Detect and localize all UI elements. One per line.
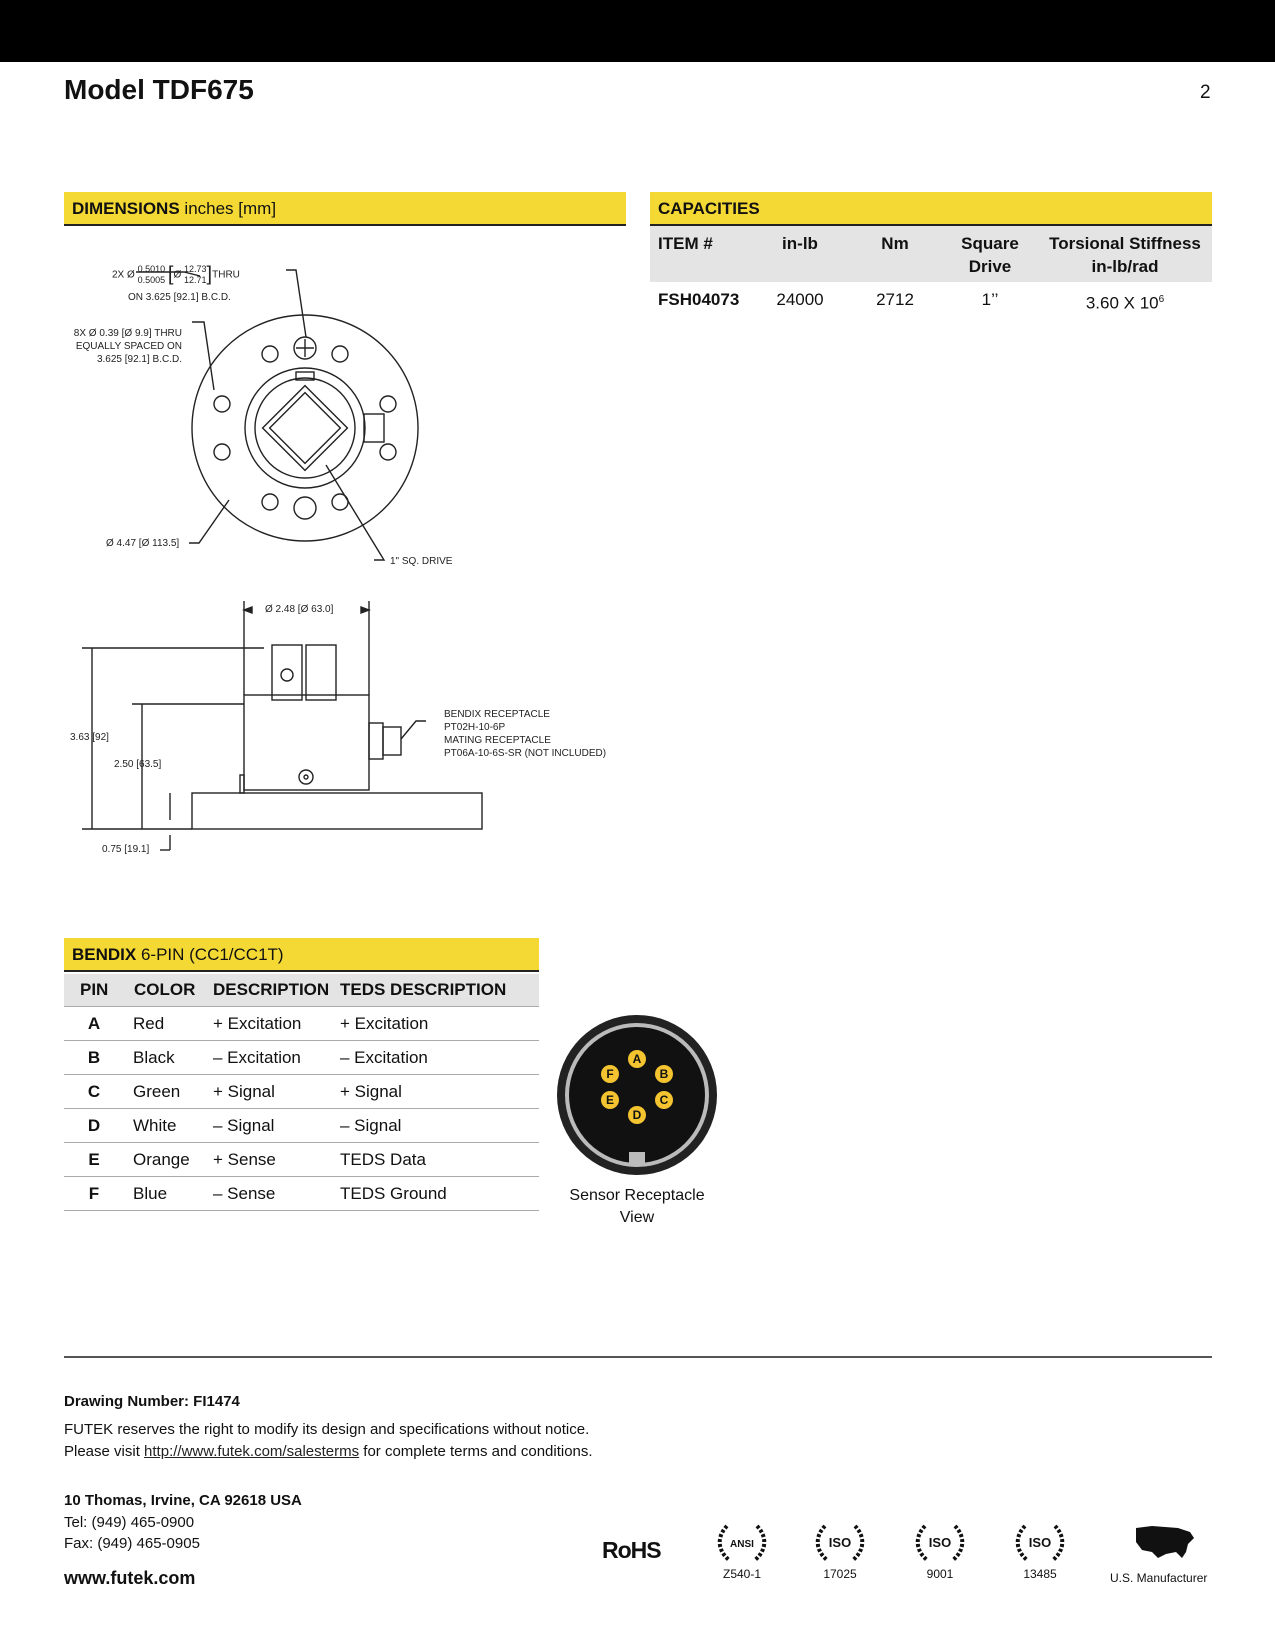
fax: Fax: (949) 465-0905 xyxy=(64,1535,200,1552)
square-drive-outline xyxy=(263,386,348,471)
bendix-line2: PT02H-10-6P xyxy=(444,722,506,733)
address: 10 Thomas, Irvine, CA 92618 USA xyxy=(64,1492,302,1509)
cell-nm: 2712 xyxy=(876,290,914,309)
thru-hole-in-lower: 0.5005 xyxy=(137,275,166,285)
description-cell: + Excitation xyxy=(213,1014,302,1033)
thru-hole-mm-prefix: Ø xyxy=(173,269,182,281)
bendix-line4: PT06A-10-6S-SR (NOT INCLUDED) xyxy=(444,748,607,759)
col-square-1: Square xyxy=(961,234,1019,253)
pin-table-row xyxy=(64,1177,539,1211)
teds-cell: TEDS Ground xyxy=(340,1184,447,1203)
square-drive-side xyxy=(272,645,302,700)
bendix-line1: BENDIX RECEPTACLE xyxy=(444,709,550,720)
color-cell: White xyxy=(133,1116,177,1135)
square-drive-callout: 1" SQ. DRIVE xyxy=(390,556,453,567)
bendix-heading-bold: BENDIX xyxy=(72,945,137,964)
cert-badge xyxy=(714,1520,770,1581)
drawing-number: Drawing Number: FI1474 xyxy=(64,1393,240,1410)
description-cell: + Signal xyxy=(213,1082,275,1101)
website-link[interactable]: www.futek.com xyxy=(64,1568,196,1588)
teds-cell: + Signal xyxy=(340,1082,402,1101)
page-title: Model TDF675 xyxy=(64,74,254,105)
col-square-2: Drive xyxy=(968,257,1012,276)
laurel-icon xyxy=(813,1520,867,1564)
col-color: COLOR xyxy=(134,980,196,999)
pin-table-row xyxy=(64,1007,539,1041)
holes-8x-line2: EQUALLY SPACED ON xyxy=(75,341,182,352)
pin-table-row xyxy=(64,1109,539,1143)
cert-badge xyxy=(1012,1520,1068,1581)
visit-prefix: Please visit xyxy=(64,1443,145,1460)
pin-cell: F xyxy=(88,1184,100,1203)
visit-suffix: for complete terms and conditions. xyxy=(359,1443,593,1460)
cell-stiffness xyxy=(1040,288,1210,315)
bracket-close: ] xyxy=(206,263,213,286)
cert-badge-text: ANSI xyxy=(730,1539,754,1550)
dimensions-heading xyxy=(64,192,626,226)
teds-cell: TEDS Data xyxy=(340,1150,426,1169)
receptacle-pin-label: F xyxy=(606,1067,614,1081)
cert-label: 9001 xyxy=(926,1567,954,1581)
col-stiffness-2: in-lb/rad xyxy=(1091,257,1159,276)
base-side xyxy=(192,793,482,829)
top-bar xyxy=(0,0,1275,62)
holes-8x-line1: 8X Ø 0.39 [Ø 9.9] THRU xyxy=(73,328,182,339)
pin-cell: D xyxy=(87,1116,101,1135)
color-cell: Black xyxy=(133,1048,175,1067)
terms-text xyxy=(64,1443,593,1460)
receptacle-pin-label: A xyxy=(632,1052,642,1066)
thru-hole-bottom xyxy=(294,497,316,519)
sensor-receptacle-diagram xyxy=(554,1012,720,1178)
thru-hole-mm-lower: 12.71 xyxy=(184,275,207,285)
description-cell: – Excitation xyxy=(213,1048,301,1067)
cert-badge-text: ISO xyxy=(928,1535,952,1550)
color-cell: Blue xyxy=(133,1184,168,1203)
receptacle-caption xyxy=(554,1185,720,1229)
capacities-heading xyxy=(650,192,1212,226)
pin-table-body xyxy=(64,1007,539,1211)
bendix-receptacle-callout xyxy=(444,708,606,760)
pin-cell: C xyxy=(87,1082,101,1101)
footer-divider xyxy=(64,1356,1212,1358)
stiffness-exponent: 6 xyxy=(1158,294,1165,305)
thru-hole-inch-tolerance xyxy=(138,264,166,286)
body-diameter-callout: Ø 2.48 [Ø 63.0] xyxy=(262,603,336,616)
bendix-line3: MATING RECEPTACLE xyxy=(444,735,551,746)
color-cell: Green xyxy=(133,1082,181,1101)
laurel-icon xyxy=(715,1520,769,1564)
dimensions-heading-units: inches [mm] xyxy=(179,199,277,218)
pin-cell: B xyxy=(87,1048,101,1067)
receptacle-pin-label: D xyxy=(632,1108,642,1122)
col-item: ITEM # xyxy=(658,234,713,253)
thru-hole-mm-tolerance xyxy=(184,264,207,286)
rohs-logo: RoHS xyxy=(602,1537,661,1563)
pin-table-row xyxy=(64,1075,539,1109)
col-inlb: in-lb xyxy=(782,234,818,253)
capacities-heading-text: CAPACITIES xyxy=(658,199,760,218)
description-cell: – Signal xyxy=(213,1116,275,1135)
cell-item: FSH04073 xyxy=(658,290,740,309)
cert-badge-text: ISO xyxy=(828,1535,852,1550)
cell-square-drive: 1’’ xyxy=(981,290,999,309)
bracket-open: [ xyxy=(167,263,174,286)
pin-cell: E xyxy=(88,1150,100,1169)
cell-inlb: 24000 xyxy=(776,290,824,309)
connector-side xyxy=(369,723,383,759)
connector-outline xyxy=(364,414,384,442)
cert-badge xyxy=(812,1520,868,1581)
receptacle-pin-label: B xyxy=(659,1067,669,1081)
us-map-icon xyxy=(1132,1522,1198,1562)
sales-terms-link[interactable]: http://www.futek.com/salesterms xyxy=(144,1443,360,1460)
pin-table-row xyxy=(64,1041,539,1075)
cert-label: 17025 xyxy=(823,1567,857,1581)
receptacle-pin-label: C xyxy=(659,1093,669,1107)
pin-table-header xyxy=(64,974,539,1007)
receptacle-caption-line2: View xyxy=(619,1209,655,1226)
pin-cell: A xyxy=(87,1014,101,1033)
laurel-icon xyxy=(1013,1520,1067,1564)
thru-hole-suffix: THRU xyxy=(212,269,240,281)
description-cell: + Sense xyxy=(213,1150,276,1169)
bendix-heading-rest: 6-PIN (CC1/CC1T) xyxy=(136,945,284,964)
thru-hole-prefix: 2X Ø xyxy=(112,269,135,281)
col-pin: PIN xyxy=(80,980,109,999)
thru-hole-callout xyxy=(112,264,240,286)
thru-hole-bcd: ON 3.625 [92.1] B.C.D. xyxy=(128,292,231,303)
cert-label: Z540-1 xyxy=(722,1567,762,1581)
teds-cell: – Excitation xyxy=(340,1048,428,1067)
description-cell: – Sense xyxy=(213,1184,276,1203)
bendix-heading xyxy=(64,938,539,972)
color-cell: Orange xyxy=(133,1150,190,1169)
laurel-icon xyxy=(913,1520,967,1564)
cert-badge-text: ISO xyxy=(1028,1535,1052,1550)
teds-cell: + Excitation xyxy=(340,1014,429,1033)
col-stiffness-1: Torsional Stiffness xyxy=(1049,234,1201,253)
color-cell: Red xyxy=(133,1014,165,1033)
capacities-table-header xyxy=(650,226,1212,282)
height-body-callout: 2.50 [63.5] xyxy=(114,759,162,770)
telephone: Tel: (949) 465-0900 xyxy=(64,1514,195,1531)
us-manufacturer-label: U.S. Manufacturer xyxy=(1110,1571,1208,1585)
capacities-table-row xyxy=(650,286,1212,312)
receptacle-pin-label: E xyxy=(605,1093,615,1107)
outer-diameter-callout: Ø 4.47 [Ø 113.5] xyxy=(106,538,180,549)
teds-cell: – Signal xyxy=(340,1116,402,1135)
height-total-callout: 3.63 [92] xyxy=(70,732,109,743)
stiffness-base: 3.60 X 10 xyxy=(1085,293,1159,313)
receptacle-caption-line1: Sensor Receptacle xyxy=(569,1187,705,1204)
height-base-callout: 0.75 [19.1] xyxy=(102,844,150,855)
notice-text: FUTEK reserves the right to modify its design and specifications without notice. xyxy=(64,1421,590,1438)
holes-8x-callout xyxy=(66,327,182,366)
dimensions-heading-bold: DIMENSIONS xyxy=(72,199,180,218)
cert-label: 13485 xyxy=(1023,1567,1057,1581)
page-number: 2 xyxy=(1200,82,1211,103)
cert-badge xyxy=(912,1520,968,1581)
col-description: DESCRIPTION xyxy=(213,980,330,999)
col-nm: Nm xyxy=(881,234,909,253)
pin-table-row xyxy=(64,1143,539,1177)
thru-hole-mm-upper: 12.73 xyxy=(184,264,207,274)
holes-8x-line3: 3.625 [92.1] B.C.D. xyxy=(96,354,182,365)
bendix-pin-table xyxy=(64,974,539,1211)
thru-hole-in-upper: 0.5010 xyxy=(137,264,166,274)
col-teds: TEDS DESCRIPTION xyxy=(340,980,507,999)
